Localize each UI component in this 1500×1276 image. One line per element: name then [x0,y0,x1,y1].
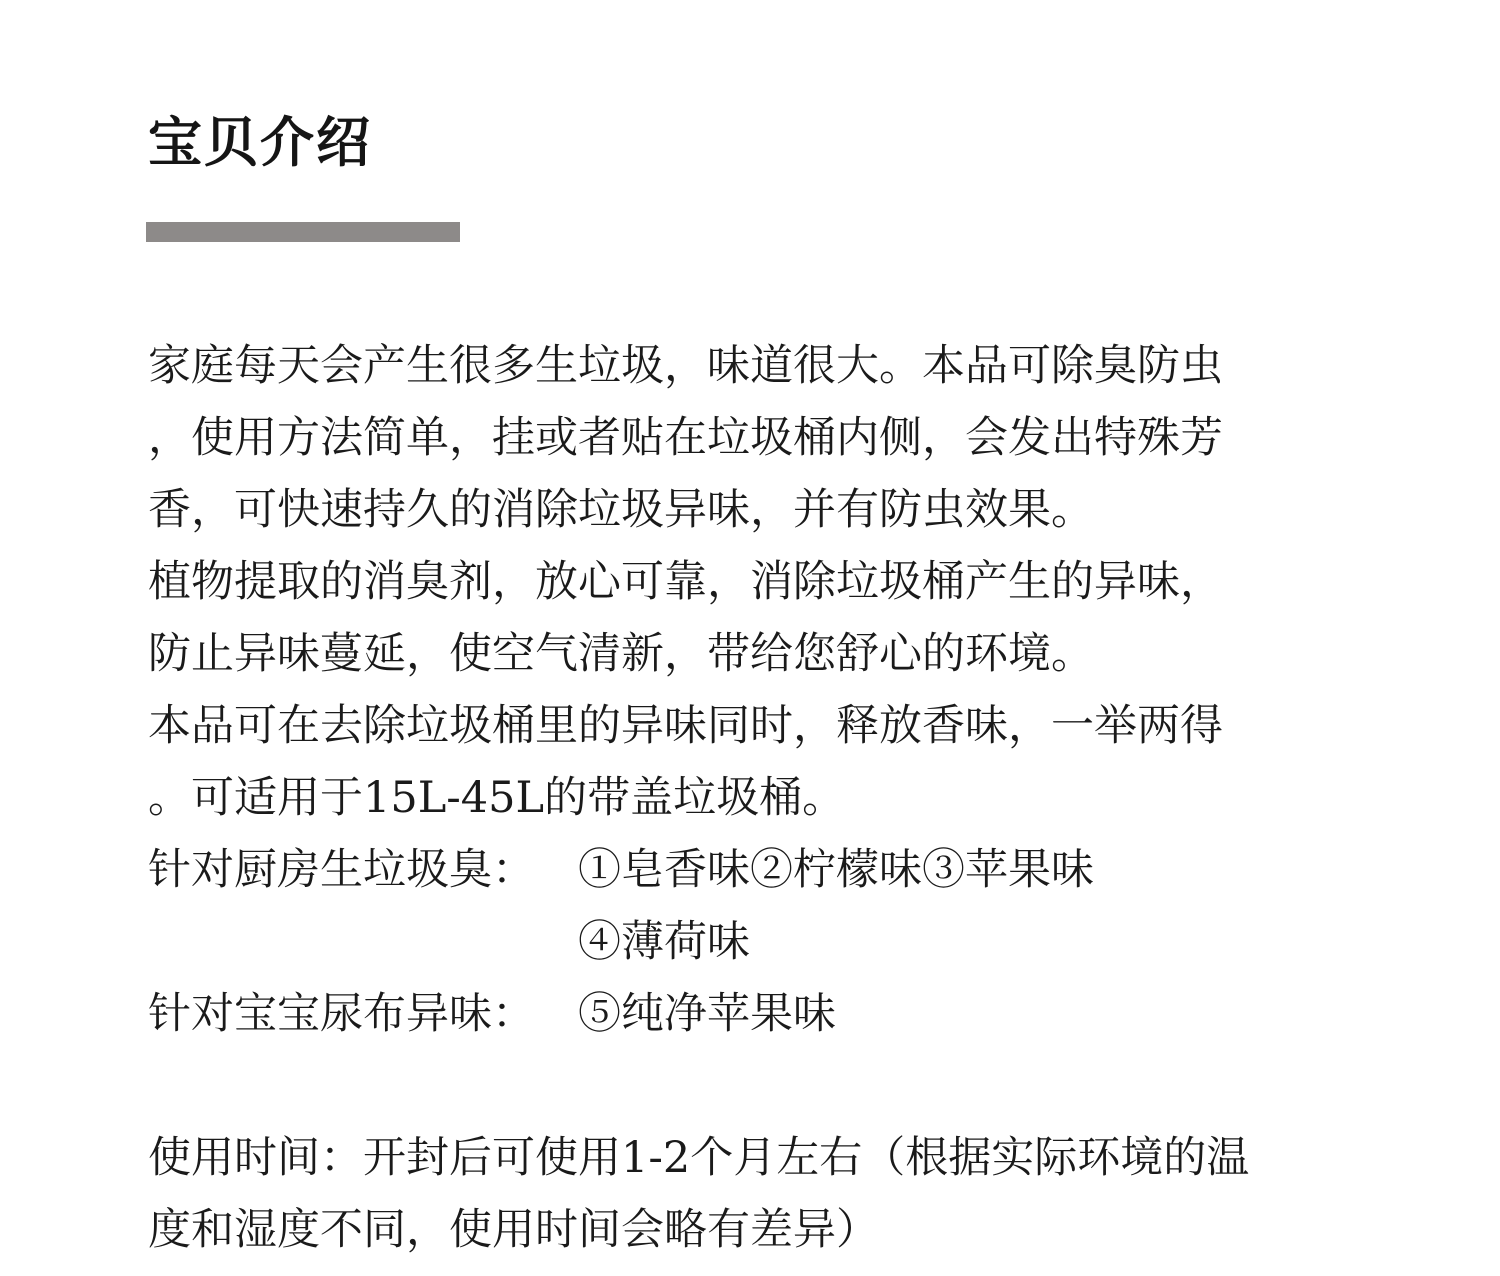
product-description [148,330,1408,1266]
intro-line: ，使用方法简单，挂或者贴在垃圾桶内侧，会发出特殊芳 [148,413,1223,463]
diaper-flavor-value: ⑤纯净苹果味 [578,989,836,1039]
intro-line: 植物提取的消臭剂，放心可靠，消除垃圾桶产生的异味， [148,557,1223,607]
kitchen-flavor-label: 针对厨房生垃圾臭： [148,845,535,895]
usage-line: 度和湿度不同，使用时间会略有差异） [148,1205,879,1255]
diaper-flavor-label: 针对宝宝尿布异味： [148,989,535,1039]
kitchen-flavor-row [148,834,1408,906]
kitchen-flavor-list-continued: ④薄荷味 [578,917,750,967]
paragraph-spacer [148,1050,1408,1122]
kitchen-flavor-list: ①皂香味②柠檬味③苹果味 [578,845,1094,895]
kitchen-flavor-row-continued [148,906,1408,978]
flavor-label-indent [148,906,578,978]
page-title: 宝贝介绍 [148,111,372,174]
diaper-flavor-row [148,978,1408,1050]
intro-line: 本品可在去除垃圾桶里的异味同时，释放香味，一举两得 [148,701,1223,751]
intro-line: 香，可快速持久的消除垃圾异味，并有防虫效果。 [148,485,1094,535]
intro-line: 。可适用于15L-45L的带盖垃圾桶。 [148,773,846,823]
usage-line: 使用时间：开封后可使用1-2个月左右（根据实际环境的温 [148,1133,1250,1183]
intro-line: 防止异味蔓延，使空气清新，带给您舒心的环境。 [148,629,1094,679]
title-underline-bar [146,222,460,242]
intro-line: 家庭每天会产生很多生垃圾，味道很大。本品可除臭防虫 [148,341,1223,391]
